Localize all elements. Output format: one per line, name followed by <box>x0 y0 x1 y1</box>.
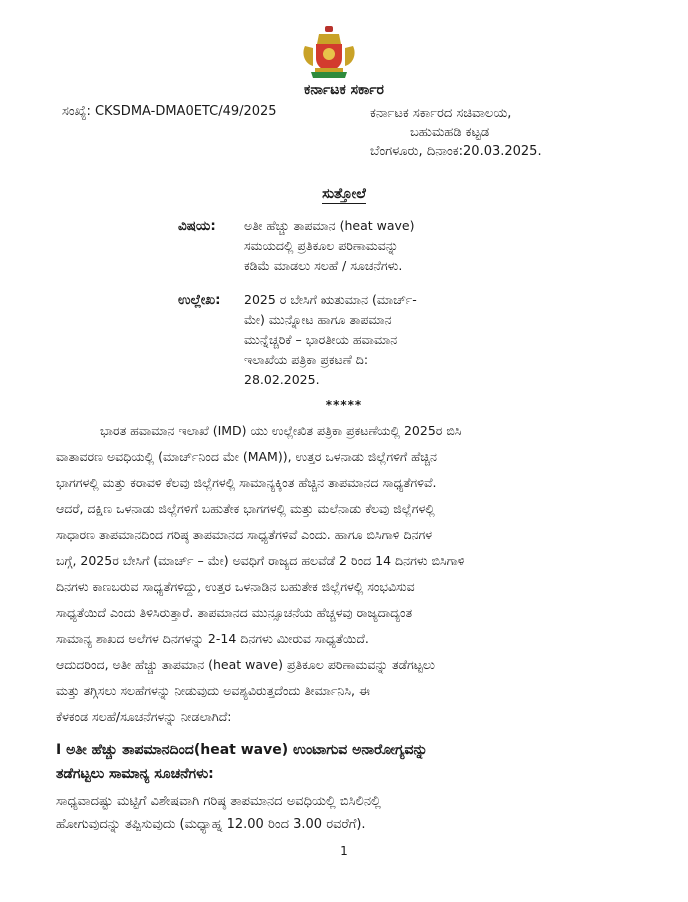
reference-line: ಇಲಾಖೆಯ ಪತ್ರಿಕಾ ಪ್ರಕಟಣೆ ದಿ: <box>244 352 369 367</box>
subject-line: ಅತೀ ಹೆಚ್ಚು ತಾಪಮಾನ (heat wave) <box>244 218 415 233</box>
body-line: ಮತ್ತು ತಗ್ಗಿಸಲು ಸಲಹೆಗಳನ್ನು ನೀಡುವುದು ಅವಶ್ಯವಿರುತ್ತದೆಂದು ತೀರ್ಮಾನಿಸಿ, ಈ <box>56 683 370 698</box>
advice-paragraph <box>56 790 616 836</box>
body-line: ಕೆಳಕಂಡ ಸಲಹೆ/ಸೂಚನೆಗಳನ್ನು ನೀಡಲಾಗಿದೆ: <box>56 709 232 724</box>
body-line: ಆದುದರಿಂದ, ಅತೀ ಹೆಚ್ಚು ತಾಪಮಾನ (heat wave) ಪ್ರತಿಕೂಲ ಪರಿಣಾಮವನ್ನು ತಡೆಗಟ್ಟಲು <box>56 657 435 672</box>
reference-line: 28.02.2025. <box>244 372 320 387</box>
advice-line: ಸಾಧ್ಯವಾದಷ್ಟು ಮಟ್ಟಿಗೆ ವಿಶೇಷವಾಗಿ ಗರಿಷ್ಠ ತಾಪಮಾನದ ಅವಧಿಯಲ್ಲಿ ಬಿಸಿಲಿನಲ್ಲಿ <box>56 794 381 809</box>
separator-stars: ***** <box>325 398 363 412</box>
body-line: ಬಗ್ಗೆ, 2025ರ ಬೇಸಿಗೆ (ಮಾರ್ಚ್ – ಮೇ) ಅವಧಿಗೆ ರಾಜ್ಯದ ಹಲವೆಡೆ 2 ರಿಂದ 14 ದಿನಗಳು ಬಿಸಿಗಾಳಿ <box>56 553 465 568</box>
subject-text <box>244 216 490 276</box>
reference-text <box>244 290 490 390</box>
body-line: ಭಾಗಗಳಲ್ಲಿ ಮತ್ತು ಕರಾವಳಿ ಕೆಲವು ಜಿಲ್ಲೆಗಳಲ್ಲಿ ಸಾಮಾನ್ಯಕ್ಕಿಂತ ಹೆಚ್ಚಿನ ತಾಪಮಾನದ ಸಾಧ್ಯತೆಗಳಿವೆ. <box>56 475 437 490</box>
body-paragraph <box>56 418 616 730</box>
office-address <box>370 104 542 161</box>
subject-line: ಕಡಿಮೆ ಮಾಡಲು ಸಲಹೆ / ಸೂಚನೆಗಳು. <box>244 258 403 273</box>
body-line: ವಾತಾವರಣ ಅವಧಿಯಲ್ಲಿ (ಮಾರ್ಚ್‌ನಿಂದ ಮೇ (MAM)), ಉತ್ತರ ಒಳನಾಡು ಜಿಲ್ಲೆಗಳಿಗೆ ಹೆಚ್ಚಿನ <box>56 449 437 464</box>
body-line: ಸಾಮಾನ್ಯ ಶಾಖದ ಅಲೆಗಳ ದಿನಗಳನ್ನು 2-14 ದಿನಗಳು ಮೀರುವ ಸಾಧ್ಯತೆಯಿದೆ. <box>56 631 369 646</box>
body-line: ಸಾಧ್ಯತೆಯಿದೆ ಎಂದು ತಿಳಿಸಿರುತ್ತಾರೆ. ತಾಪಮಾನದ ಮುನ್ಸೂಚನೆಯ ಹೆಚ್ಚಳವು ರಾಜ್ಯದಾದ್ಯಂತ <box>56 605 413 620</box>
body-line: ಆದರೆ, ದಕ್ಷಿಣ ಒಳನಾಡು ಜಿಲ್ಲೆಗಳಿಗೆ ಬಹುತೇಕ ಭಾಗಗಳಲ್ಲಿ ಮತ್ತು ಮಲೆನಾಡು ಕೆಲವು ಜಿಲ್ಲೆಗಳಲ್ಲಿ <box>56 501 435 516</box>
section-heading-line: ತಡೆಗಟ್ಟಲು ಸಾಮಾನ್ಯ ಸೂಚನೆಗಳು: <box>56 766 214 782</box>
circular-title <box>0 186 688 202</box>
subject-label: ವಿಷಯ: <box>178 218 216 234</box>
reference-number: ಸಂಖ್ಯೆ: CKSDMA-DMA0ETC/49/2025 <box>62 104 277 119</box>
address-date-line: ಬೆಂಗಳೂರು, ದಿನಾಂಕ:20.03.2025. <box>370 144 542 159</box>
section-heading <box>56 738 636 786</box>
reference-line: ಮುನ್ನೆಚ್ಚರಿಕೆ – ಭಾರತೀಯ ಹವಾಮಾನ <box>244 332 398 347</box>
circular-title-text: ಸುತ್ತೋಲೆ <box>322 186 366 202</box>
page-number: 1 <box>340 844 348 858</box>
reference-line: 2025 ರ ಬೇಸಿಗೆ ಋತುಮಾನ (ಮಾರ್ಚ್- <box>244 292 417 307</box>
address-line: ಬಹುಮಹಡಿ ಕಟ್ಟಡ <box>410 125 490 140</box>
subject-line: ಸಮಯದಲ್ಲಿ ಪ್ರತಿಕೂಲ ಪರಿಣಾಮವನ್ನು <box>244 238 399 253</box>
govt-title: ಕರ್ನಾಟಕ ಸರ್ಕಾರ <box>304 82 384 98</box>
section-heading-line: I ಅತೀ ಹೆಚ್ಚು ತಾಪಮಾನದಿಂದ(heat wave) ಉಂಟಾಗುವ ಅನಾರೋಗ್ಯವನ್ನು <box>56 742 428 758</box>
reference-line: ಮೇ) ಮುನ್ನೋಟ ಹಾಗೂ ತಾಪಮಾನ <box>244 312 392 327</box>
reference-label: ಉಲ್ಲೇಖ: <box>178 292 221 308</box>
advice-line: ಹೋಗುವುದನ್ನು ತಪ್ಪಿಸುವುದು (ಮಧ್ಯಾಹ್ನ 12.00 ರಿಂದ 3.00 ರವರೆಗೆ). <box>56 817 366 832</box>
address-line: ಕರ್ನಾಟಕ ಸರ್ಕಾರದ ಸಚಿವಾಲಯ, <box>370 106 512 121</box>
karnataka-emblem-icon <box>299 24 359 80</box>
body-line: ಭಾರತ ಹವಾಮಾನ ಇಲಾಖೆ (IMD) ಯು ಉಲ್ಲೇಖಿತ ಪತ್ರಿಕಾ ಪ್ರಕಟಣೆಯಲ್ಲಿ 2025ರ ಬಿಸಿ <box>100 423 462 438</box>
body-line: ದಿನಗಳು ಕಾಣಬರುವ ಸಾಧ್ಯತೆಗಳಿದ್ದು, ಉತ್ತರ ಒಳನಾಡಿನ ಬಹುತೇಕ ಜಿಲ್ಲೆಗಳಲ್ಲಿ ಸಂಭವಿಸುವ <box>56 579 415 594</box>
body-line: ಸಾಧಾರಣ ತಾಪಮಾನದಿಂದ ಗರಿಷ್ಠ ತಾಪಮಾನದ ಸಾಧ್ಯತೆಗಳಿವೆ ಎಂದು. ಹಾಗೂ ಬಿಸಿಗಾಳಿ ದಿನಗಳ <box>56 527 433 542</box>
